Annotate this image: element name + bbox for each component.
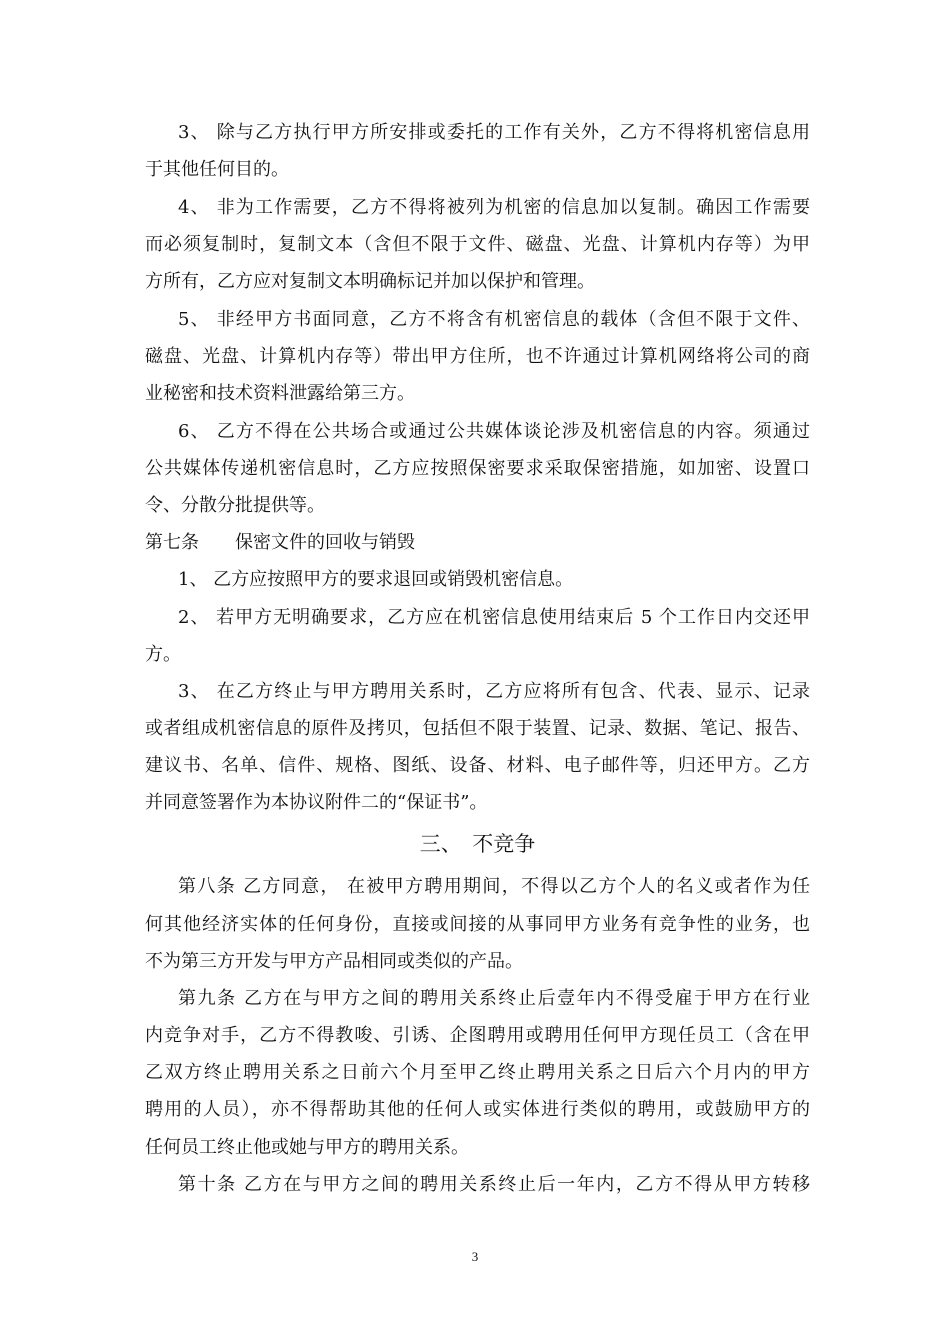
- text-line: 于其他任何目的。: [145, 159, 289, 180]
- text-line: 1、 乙方应按照甲方的要求退回或销毁机密信息。: [178, 569, 574, 590]
- text-line: 方所有，乙方应对复制文本明确标记并加以保护和管理。: [145, 271, 595, 292]
- text-line: 公共媒体传递机密信息时，乙方应按照保密要求采取保密措施，如加密、设置口: [145, 458, 810, 479]
- text-line: 任何员工终止他或她与甲方的聘用关系。: [145, 1137, 469, 1158]
- text-line: 何其他经济实体的任何身份，直接或间接的从事同甲方业务有竞争性的业务，也: [145, 914, 810, 935]
- text-line: 5、 非经甲方书面同意，乙方不将含有机密信息的载体（含但不限于文件、: [178, 309, 810, 330]
- text-line: 6、 乙方不得在公共场合或通过公共媒体谈论涉及机密信息的内容。须通过: [178, 421, 810, 442]
- text-line: 4、 非为工作需要，乙方不得将被列为机密的信息加以复制。确因工作需要: [178, 197, 810, 218]
- text-line: 方。: [145, 644, 181, 665]
- text-line: 乙双方终止聘用关系之日前六个月至甲乙终止聘用关系之日后六个月内的甲方: [145, 1062, 810, 1083]
- text-line: 聘用的人员），亦不得帮助其他的任何人或实体进行类似的聘用，或鼓励甲方的: [145, 1099, 810, 1120]
- text-line: 建议书、名单、信件、规格、图纸、设备、材料、电子邮件等，归还甲方。乙方: [145, 755, 810, 776]
- page-number: 3: [471, 1249, 479, 1264]
- section-heading: 三、 不竞争: [419, 832, 536, 856]
- text-line: 业秘密和技术资料泄露给第三方。: [145, 383, 415, 404]
- text-line: 令、分散分批提供等。: [145, 495, 325, 516]
- article-heading: 第七条 保密文件的回收与销毁: [145, 532, 415, 553]
- text-line: 并同意签署作为本协议附件二的“保证书”。: [145, 792, 488, 813]
- text-line: 第十条 乙方在与甲方之间的聘用关系终止后一年内，乙方不得从甲方转移: [178, 1174, 810, 1195]
- text-line: 第九条 乙方在与甲方之间的聘用关系终止后壹年内不得受雇于甲方在行业: [178, 988, 810, 1009]
- text-line: 或者组成机密信息的原件及拷贝，包括但不限于装置、记录、数据、笔记、报告、: [145, 718, 810, 739]
- text-line: 内竞争对手，乙方不得教唆、引诱、企图聘用或聘用任何甲方现任员工（含在甲: [145, 1025, 810, 1046]
- text-line: 而必须复制时，复制文本（含但不限于文件、磁盘、光盘、计算机内存等）为甲: [145, 234, 810, 255]
- text-line: 磁盘、光盘、计算机内存等）带出甲方住所，也不许通过计算机网络将公司的商: [145, 346, 810, 367]
- text-line: 不为第三方开发与甲方产品相同或类似的产品。: [145, 951, 523, 972]
- text-line: 第八条 乙方同意， 在被甲方聘用期间，不得以乙方个人的名义或者作为任: [178, 876, 810, 897]
- text-line: 2、 若甲方无明确要求，乙方应在机密信息使用结束后 5 个工作日内交还甲: [178, 607, 810, 628]
- text-line: 3、 在乙方终止与甲方聘用关系时，乙方应将所有包含、代表、显示、记录: [178, 681, 810, 702]
- text-line: 3、 除与乙方执行甲方所安排或委托的工作有关外，乙方不得将机密信息用: [178, 122, 810, 143]
